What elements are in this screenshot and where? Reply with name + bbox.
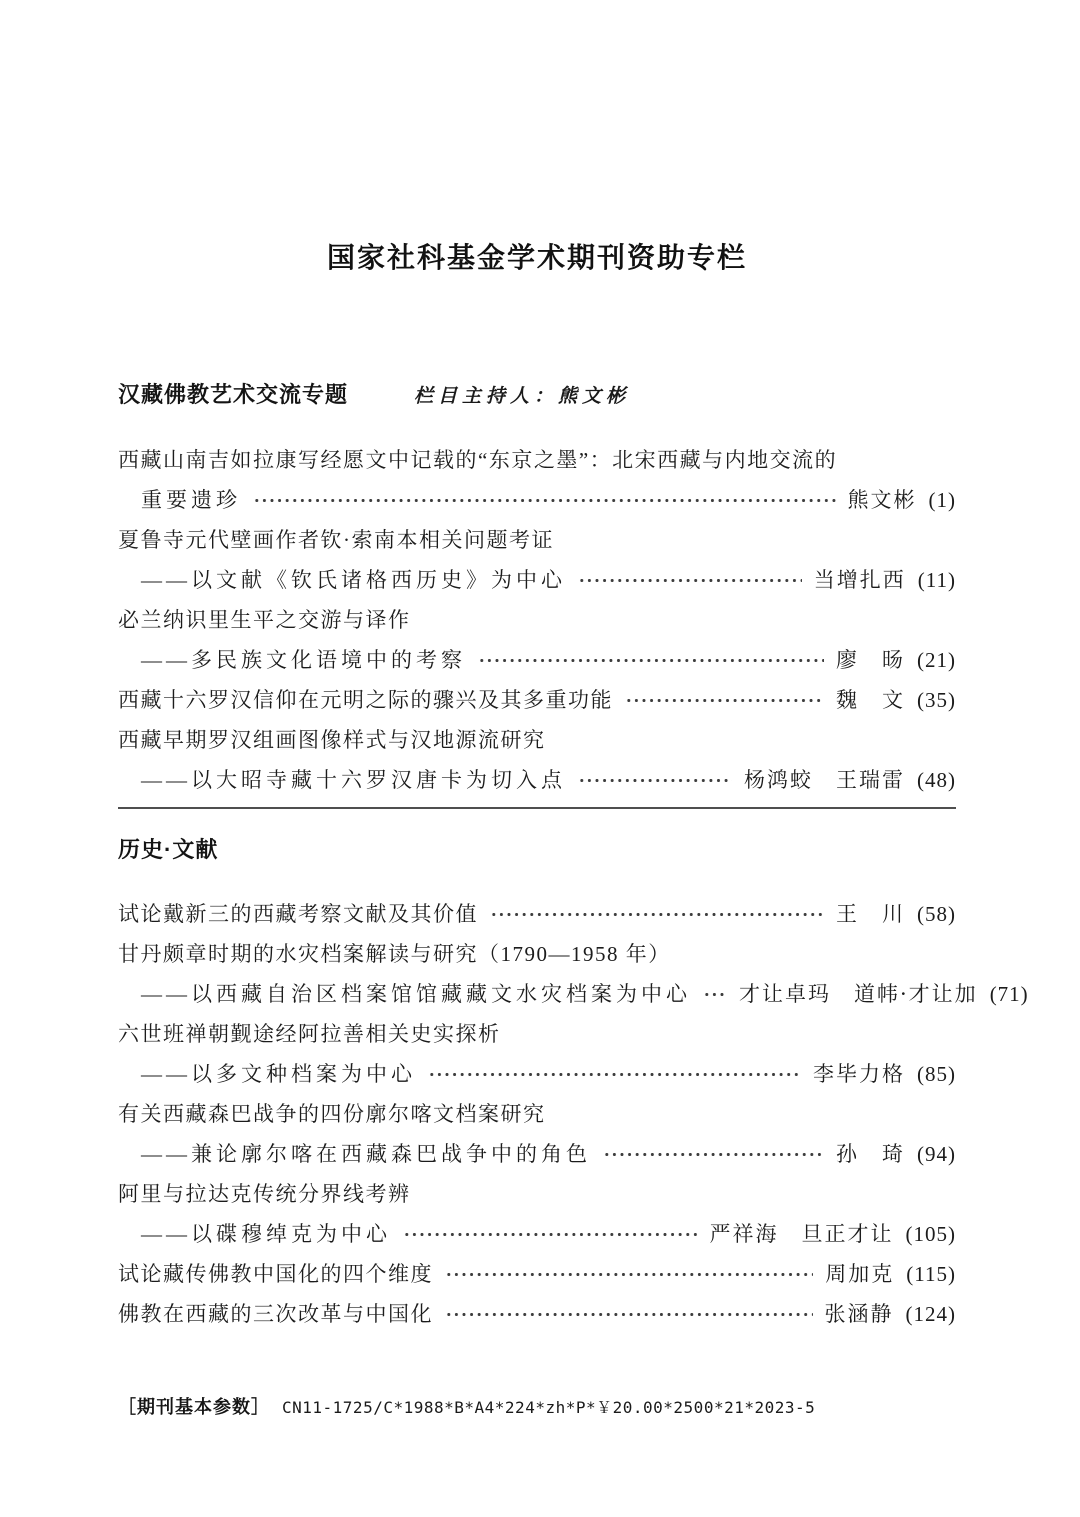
dot-leader xyxy=(578,778,732,783)
toc-sections xyxy=(118,380,1029,1334)
entry-text: ——以西藏自治区档案馆馆藏藏文水灾档案为中心 xyxy=(141,982,691,1006)
dot-leader xyxy=(603,1152,824,1157)
toc-entry-line xyxy=(118,1294,956,1334)
entry-authors: 杨鸿蛟 王瑞雷 xyxy=(744,768,905,792)
dot-leader xyxy=(253,498,836,503)
dot-leader xyxy=(478,658,824,663)
section-rows xyxy=(118,440,956,800)
dot-leader xyxy=(578,578,802,583)
toc-entry-line xyxy=(118,760,956,800)
dot-leader xyxy=(490,912,824,917)
entry-text: 西藏山南吉如拉康写经愿文中记载的“东京之墨”：北宋西藏与内地交流的 xyxy=(118,448,838,472)
entry-text: ——以文献《钦氏诸格西历史》为中心 xyxy=(141,568,566,592)
toc-entry-line xyxy=(118,720,956,760)
entry-text: 试论戴新三的西藏考察文献及其价值 xyxy=(118,902,478,926)
toc-entry-line xyxy=(118,974,1029,1014)
entry-authors: 周加克 xyxy=(825,1262,895,1286)
entry-authors: 严祥海 旦正才让 xyxy=(709,1222,894,1246)
journal-parameters-value: CN11-1725/C*1988*B*A4*224*zh*P*￥20.00*2500*21*2023-5 xyxy=(282,1398,816,1417)
entry-page: (124) xyxy=(905,1302,956,1326)
toc-entry-line xyxy=(118,680,956,720)
toc-entry-line xyxy=(118,480,956,520)
section-host: 栏目主持人：熊文彬 xyxy=(414,385,631,407)
entry-page: (94) xyxy=(917,1142,956,1166)
section-header xyxy=(118,380,956,411)
entry-text: ——以大昭寺藏十六罗汉唐卡为切入点 xyxy=(141,768,566,792)
toc-entry-line xyxy=(118,934,956,974)
entry-page: (21) xyxy=(917,648,956,672)
entry-text: 重要遗珍 xyxy=(141,488,241,512)
entry-page: (48) xyxy=(917,768,956,792)
entry-text: 六世班禅朝觐途经阿拉善相关史实探析 xyxy=(118,1022,501,1046)
entry-authors: 当增扎西 xyxy=(813,568,906,592)
toc-content xyxy=(118,0,1029,1421)
entry-page: (71) xyxy=(989,982,1029,1006)
entry-text: 夏鲁寺元代壁画作者钦·索南本相关问题考证 xyxy=(118,528,554,552)
entry-authors: 熊文彬 xyxy=(847,488,917,512)
toc-entry-line xyxy=(118,1254,956,1294)
entry-page: (11) xyxy=(917,568,956,592)
toc-entry-line xyxy=(118,1134,956,1174)
toc-entry-line xyxy=(118,894,956,934)
entry-text: 必兰纳识里生平之交游与译作 xyxy=(118,608,411,632)
entry-text: ——兼论廓尔喀在西藏森巴战争中的角色 xyxy=(141,1142,591,1166)
toc-entry-line xyxy=(118,640,956,680)
entry-page: (1) xyxy=(928,488,956,512)
entry-text: 阿里与拉达克传统分界线考辨 xyxy=(118,1182,411,1206)
toc-entry-line xyxy=(118,1214,956,1254)
entry-authors: 孙 琦 xyxy=(836,1142,905,1166)
section-rows xyxy=(118,894,1029,1334)
entry-text: 甘丹颇章时期的水灾档案解读与研究（1790—1958 年） xyxy=(118,942,671,966)
toc-entry-line xyxy=(118,1014,956,1054)
entry-text: 西藏早期罗汉组画图像样式与汉地源流研究 xyxy=(118,728,546,752)
dot-leader xyxy=(445,1272,813,1277)
section-header xyxy=(118,835,956,865)
entry-authors: 廖 旸 xyxy=(836,648,905,672)
entry-page: (115) xyxy=(906,1262,956,1286)
dot-leader xyxy=(403,1232,698,1237)
toc-section xyxy=(118,380,956,800)
toc-entry-line xyxy=(118,520,956,560)
entry-text: ——以多文种档案为中心 xyxy=(141,1062,416,1086)
section-heading: 汉藏佛教艺术交流专题 xyxy=(118,382,349,407)
entry-page: (35) xyxy=(917,688,956,712)
entry-page: (85) xyxy=(917,1062,956,1086)
toc-entry-line xyxy=(118,440,956,480)
entry-authors: 张涵静 xyxy=(824,1302,894,1326)
dot-leader xyxy=(703,992,727,997)
toc-entry-line xyxy=(118,1174,956,1214)
entry-page: (58) xyxy=(917,902,956,926)
entry-text: ——以碟穆绰克为中心 xyxy=(141,1222,391,1246)
entry-authors: 才让卓玛 道帏·才让加 xyxy=(739,982,978,1006)
page-title: 国家社科基金学术期刊资助专栏 xyxy=(326,242,747,273)
entry-authors: 王 川 xyxy=(836,902,905,926)
entry-text: ——多民族文化语境中的考察 xyxy=(141,648,466,672)
toc-entry-line xyxy=(118,600,956,640)
journal-parameters xyxy=(118,1394,956,1421)
entry-text: 有关西藏森巴战争的四份廓尔喀文档案研究 xyxy=(118,1102,546,1126)
toc-entry-line xyxy=(118,1094,956,1134)
toc-entry-line xyxy=(118,560,956,600)
entry-text: 试论藏传佛教中国化的四个维度 xyxy=(118,1262,433,1286)
entry-authors: 李毕力格 xyxy=(813,1062,905,1086)
entry-authors: 魏 文 xyxy=(836,688,905,712)
journal-parameters-label: ［期刊基本参数］ xyxy=(118,1397,270,1417)
toc-entry-line xyxy=(118,1054,956,1094)
entry-text: 西藏十六罗汉信仰在元明之际的骤兴及其多重功能 xyxy=(118,688,613,712)
entry-page: (105) xyxy=(905,1222,956,1246)
dot-leader xyxy=(445,1312,813,1317)
section-heading: 历史·文献 xyxy=(118,837,219,862)
entry-text: 佛教在西藏的三次改革与中国化 xyxy=(118,1302,433,1326)
toc-section xyxy=(118,807,1029,1334)
dot-leader xyxy=(428,1072,801,1077)
dot-leader xyxy=(625,698,824,703)
